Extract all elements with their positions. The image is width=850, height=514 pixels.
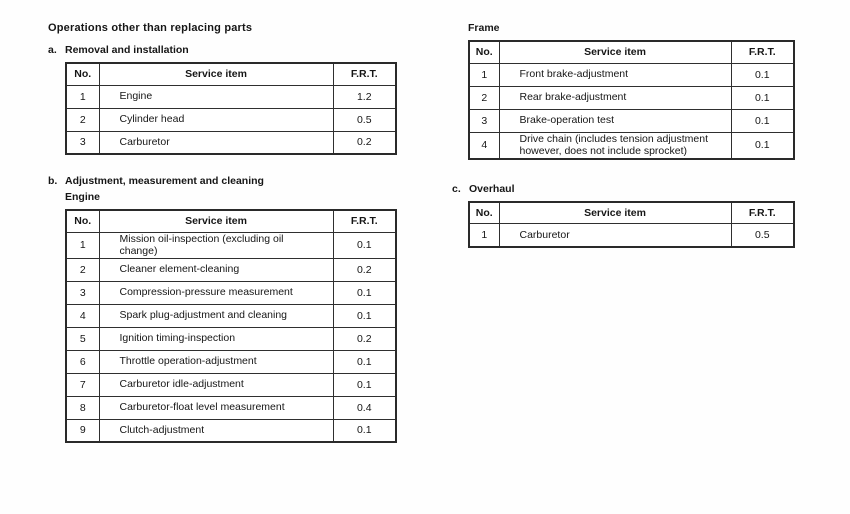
service-item: Compression-pressure measurement: [99, 281, 333, 304]
service-item: Drive chain (includes tension adjustment however, does not include sprocket): [499, 132, 731, 159]
row-number: 4: [469, 132, 499, 159]
frt-value: 0.2: [333, 131, 396, 154]
service-item: Mission oil-inspection (excluding oil change): [99, 232, 333, 258]
frt-value: 0.2: [333, 258, 396, 281]
column-header-no: No.: [66, 63, 99, 85]
adjustment-table: [65, 209, 397, 443]
frt-value: 0.1: [333, 304, 396, 327]
column-header-no: No.: [469, 41, 499, 63]
subsection-heading-engine: Engine: [65, 191, 101, 203]
service-item: Carburetor: [499, 224, 731, 247]
table-row: [66, 108, 396, 131]
section-prefix: c.: [452, 182, 461, 195]
frt-value: 0.1: [333, 350, 396, 373]
table-row: [469, 86, 794, 109]
table-row: [66, 258, 396, 281]
table-row: [66, 281, 396, 304]
table-row: [66, 327, 396, 350]
frt-value: 0.1: [731, 132, 794, 159]
column-header-item: Service item: [99, 210, 333, 232]
service-item: Brake-operation test: [499, 109, 731, 132]
section-heading-frame: Frame: [468, 22, 500, 34]
overhaul-table: [468, 201, 795, 248]
row-number: 1: [66, 232, 99, 258]
column-header-item: Service item: [499, 202, 731, 224]
frt-value: 0.1: [333, 232, 396, 258]
row-number: 2: [469, 86, 499, 109]
section-heading-removal: [48, 44, 404, 56]
frt-value: 0.5: [333, 108, 396, 131]
service-item: Throttle operation-adjustment: [99, 350, 333, 373]
frt-value: 0.5: [731, 224, 794, 247]
service-item: Carburetor-float level measurement: [99, 396, 333, 419]
right-column: [452, 22, 804, 248]
frt-value: 1.2: [333, 85, 396, 108]
table-row: [469, 224, 794, 247]
row-number: 6: [66, 350, 99, 373]
table-header-row: [66, 63, 396, 85]
row-number: 3: [66, 281, 99, 304]
frt-value: 0.1: [333, 419, 396, 442]
row-number: 9: [66, 419, 99, 442]
frt-value: 0.1: [333, 281, 396, 304]
frt-value: 0.2: [333, 327, 396, 350]
service-item: Rear brake-adjustment: [499, 86, 731, 109]
frt-value: 0.1: [731, 86, 794, 109]
page-title: Operations other than replacing parts: [48, 22, 253, 34]
table-row: [66, 304, 396, 327]
row-number: 1: [469, 63, 499, 86]
column-header-no: No.: [66, 210, 99, 232]
section-label-text: Overhaul: [469, 182, 515, 195]
service-item: Ignition timing-inspection: [99, 327, 333, 350]
service-item: Clutch-adjustment: [99, 419, 333, 442]
row-number: 1: [469, 224, 499, 247]
column-header-frt: F.R.T.: [333, 210, 396, 232]
table-row: [66, 419, 396, 442]
section-label-text: Removal and installation: [65, 44, 189, 56]
column-header-item: Service item: [99, 63, 333, 85]
section-heading-adjustment: [48, 175, 404, 187]
table-header-row: [469, 202, 794, 224]
section-prefix: b.: [48, 175, 58, 187]
row-number: 3: [66, 131, 99, 154]
column-header-frt: F.R.T.: [333, 63, 396, 85]
row-number: 5: [66, 327, 99, 350]
column-header-item: Service item: [499, 41, 731, 63]
table-row: [66, 373, 396, 396]
section-label-text: Adjustment, measurement and cleaning: [65, 175, 264, 187]
row-number: 1: [66, 85, 99, 108]
service-item: Cylinder head: [99, 108, 333, 131]
table-row: [66, 131, 396, 154]
service-item: Front brake-adjustment: [499, 63, 731, 86]
section-heading-overhaul: [452, 183, 804, 195]
row-number: 8: [66, 396, 99, 419]
service-item: Engine: [99, 85, 333, 108]
table-row: [469, 63, 794, 86]
table-header-row: [66, 210, 396, 232]
column-header-frt: F.R.T.: [731, 41, 794, 63]
row-number: 2: [66, 258, 99, 281]
frt-value: 0.4: [333, 396, 396, 419]
service-item: Cleaner element-cleaning: [99, 258, 333, 281]
row-number: 2: [66, 108, 99, 131]
column-header-frt: F.R.T.: [731, 202, 794, 224]
section-prefix: a.: [48, 44, 57, 56]
table-header-row: [469, 41, 794, 63]
left-column: [48, 22, 404, 443]
frt-value: 0.1: [731, 109, 794, 132]
table-row: [66, 85, 396, 108]
table-row: [66, 232, 396, 258]
frame-table: [468, 40, 795, 160]
table-row: [469, 109, 794, 132]
row-number: 3: [469, 109, 499, 132]
removal-table: [65, 62, 397, 155]
service-item: Carburetor idle-adjustment: [99, 373, 333, 396]
frt-value: 0.1: [333, 373, 396, 396]
service-item: Spark plug-adjustment and cleaning: [99, 304, 333, 327]
table-row: [469, 132, 794, 159]
service-item: Carburetor: [99, 131, 333, 154]
row-number: 4: [66, 304, 99, 327]
table-row: [66, 396, 396, 419]
frt-value: 0.1: [731, 63, 794, 86]
table-row: [66, 350, 396, 373]
row-number: 7: [66, 373, 99, 396]
column-header-no: No.: [469, 202, 499, 224]
